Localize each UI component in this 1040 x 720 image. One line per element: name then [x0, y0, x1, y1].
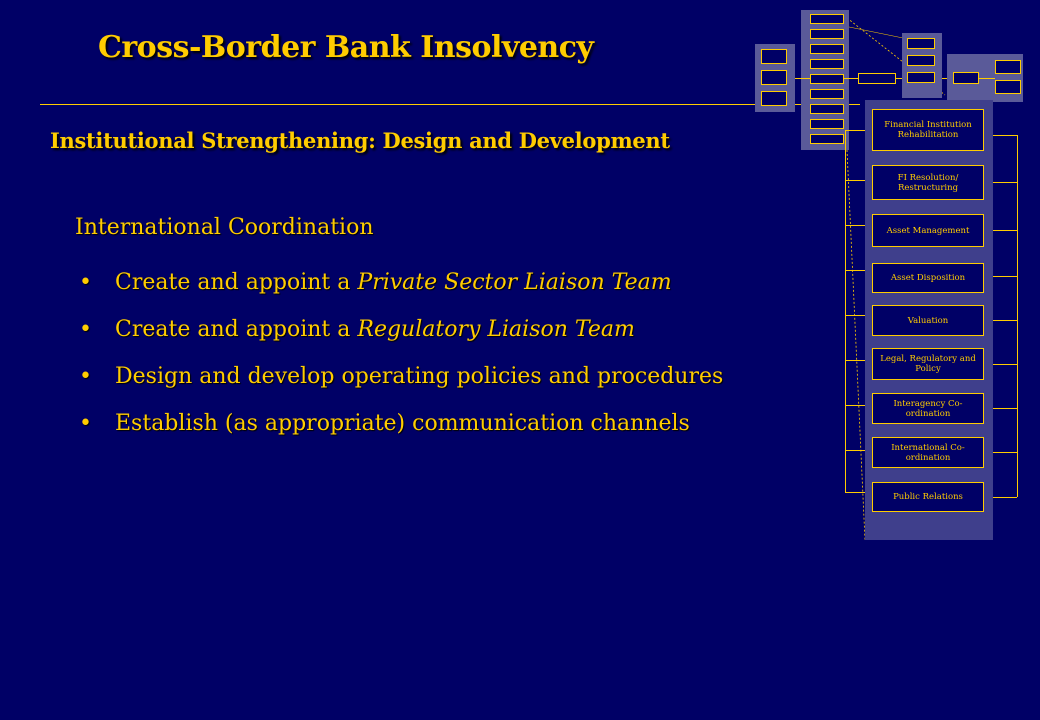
function-box: FI Resolution/ Restructuring [872, 165, 984, 200]
bullet-emphasis: Regulatory Liaison Team [357, 317, 635, 342]
slide-subtitle: Institutional Strengthening: Design and Development [50, 128, 670, 153]
function-box: Public Relations [872, 482, 984, 512]
bracket-tick [845, 180, 865, 181]
function-box: Valuation [872, 305, 984, 336]
bracket-left [845, 130, 846, 492]
bullet-dot: • [79, 411, 92, 436]
mini-box [810, 14, 844, 24]
mini-box [810, 59, 844, 69]
bullet-dot: • [79, 270, 92, 295]
org-diagram [755, 0, 1040, 560]
bullet-dot: • [79, 364, 92, 389]
bullet-item [75, 268, 815, 297]
bullet-item [75, 315, 815, 344]
bracket-tick [993, 497, 1017, 498]
bracket-tick [993, 320, 1017, 321]
bullet-dot: • [79, 317, 92, 342]
mini-box [953, 72, 979, 84]
section-heading: International Coordination [75, 215, 374, 240]
mini-box [810, 104, 844, 114]
bullet-item [75, 409, 815, 438]
mini-box [761, 70, 787, 85]
function-box: Interagency Co-ordination [872, 393, 984, 424]
function-box: Asset Disposition [872, 263, 984, 293]
bracket-tick [993, 276, 1017, 277]
mini-box [810, 74, 844, 84]
mini-box [761, 49, 787, 64]
bracket-tick [845, 270, 865, 271]
function-box: Asset Management [872, 214, 984, 247]
bracket-tick [993, 408, 1017, 409]
bracket-tick [993, 230, 1017, 231]
bracket-tick [845, 225, 865, 226]
bullet-text: Establish (as appropriate) communication channels [115, 411, 690, 436]
mini-box [907, 72, 935, 83]
mini-box [995, 80, 1021, 94]
function-box: Financial Institution Rehabilitation [872, 109, 984, 151]
bracket-tick [845, 450, 865, 451]
mini-box [810, 44, 844, 54]
slide-title: Cross-Border Bank Insolvency [98, 30, 594, 65]
bracket-tick [993, 135, 1017, 136]
mini-box [907, 55, 935, 66]
title-divider [40, 104, 860, 105]
mini-box [761, 91, 787, 106]
mini-box [810, 119, 844, 129]
mini-box [810, 134, 844, 144]
bullet-list [75, 268, 815, 456]
function-box: Legal, Regulatory and Policy [872, 348, 984, 380]
bracket-tick [845, 360, 865, 361]
function-box: International Co-ordination [872, 437, 984, 468]
mini-box [995, 60, 1021, 74]
bracket-right [1017, 135, 1018, 497]
bullet-item [75, 362, 815, 391]
bracket-tick [993, 182, 1017, 183]
mini-box [810, 89, 844, 99]
bullet-text: Design and develop operating policies and procedures [115, 364, 724, 389]
connector-line [844, 78, 858, 79]
mini-box [810, 29, 844, 39]
mini-box [858, 73, 896, 84]
mini-box [907, 38, 935, 49]
bracket-tick [845, 130, 865, 131]
bracket-tick [845, 405, 865, 406]
bullet-emphasis: Private Sector Liaison Team [357, 270, 672, 295]
bracket-tick [993, 452, 1017, 453]
connector-line [979, 78, 995, 79]
bullet-text: Create and appoint a [115, 317, 358, 342]
bracket-tick [845, 492, 865, 493]
bullet-text: Create and appoint a [115, 270, 358, 295]
connector-line [795, 78, 810, 79]
bracket-tick [845, 315, 865, 316]
bracket-tick [993, 364, 1017, 365]
